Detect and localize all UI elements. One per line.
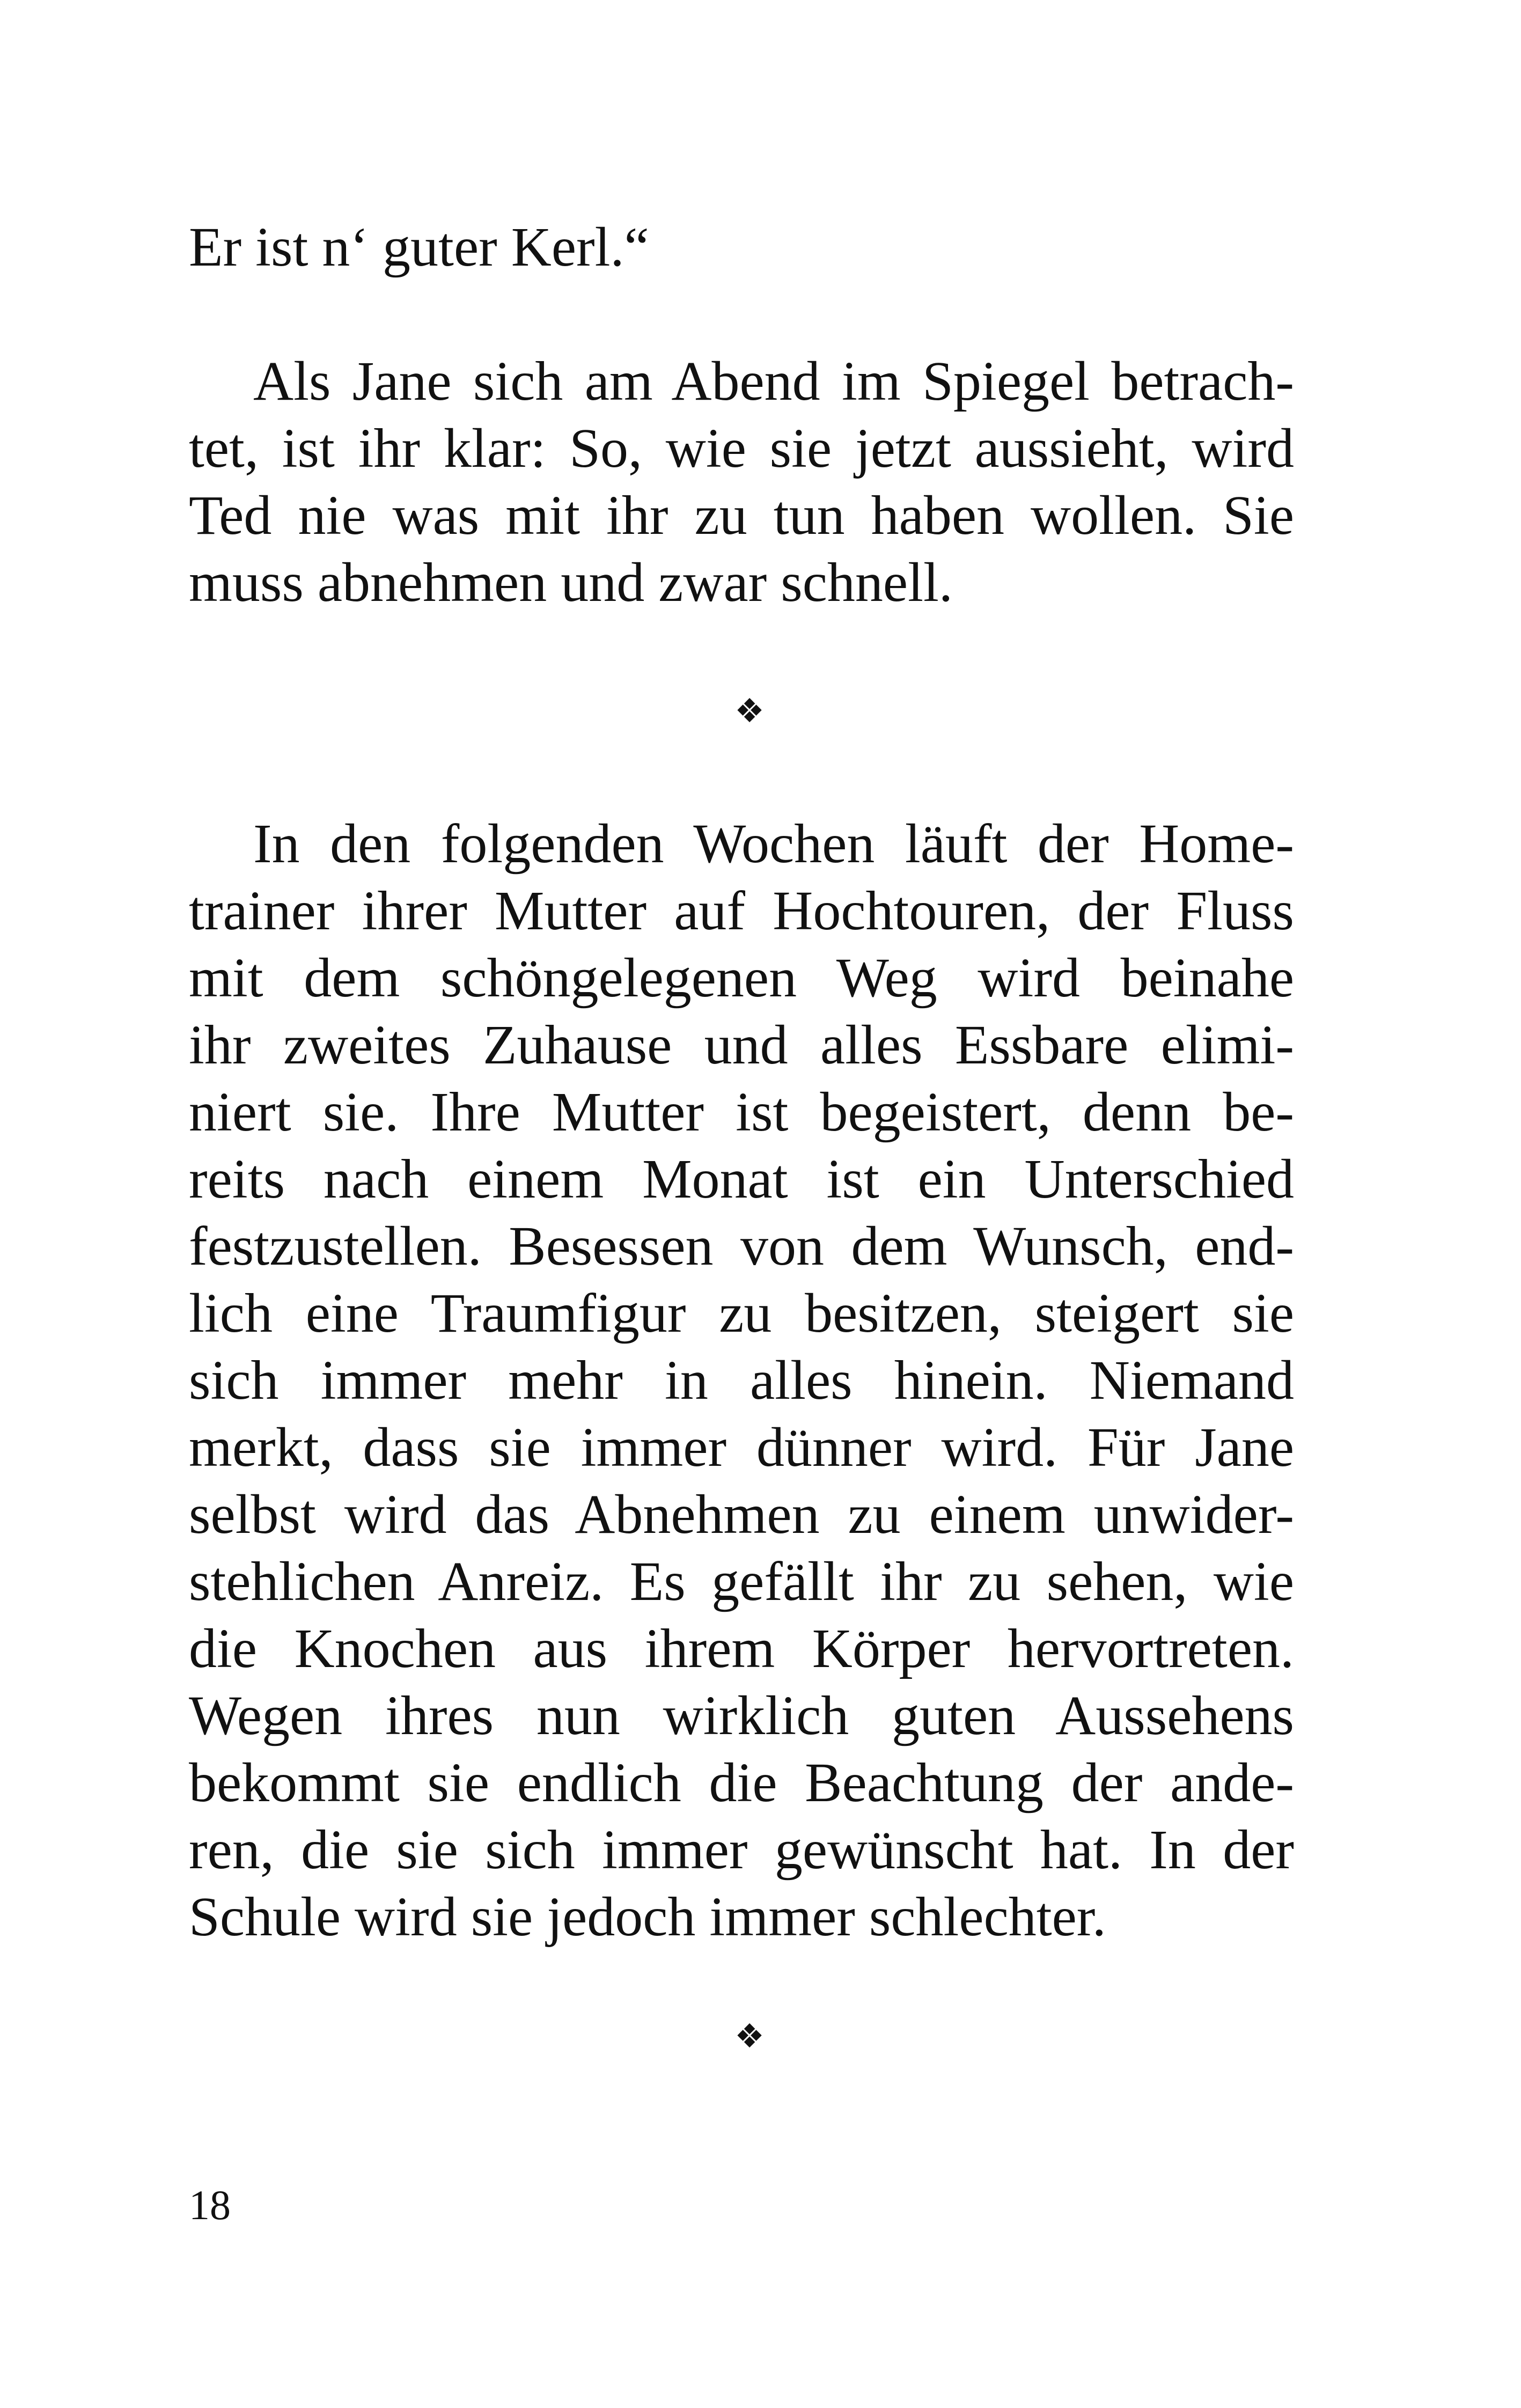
text-line: sich immer mehr in alles hinein. Niemand: [189, 1349, 1294, 1411]
paragraph-weight-loss: [189, 810, 1294, 1950]
text-line: selbst wird das Abnehmen zu einem unwider-: [189, 1484, 1294, 1545]
paragraph-mirror: [189, 348, 1294, 616]
text-line: Er ist n‘ guter Kerl.“: [189, 216, 649, 278]
section-separator-ornament: ❖: [734, 691, 765, 730]
text-line: tet, ist ihr klar: So, wie sie jetzt aussieht, wird: [189, 417, 1294, 479]
text-line: bekommt sie endlich die Beachtung der ande-: [189, 1752, 1294, 1814]
text-line: Wegen ihres nun wirklich guten Aussehens: [189, 1685, 1294, 1746]
opening-line: [189, 214, 1294, 281]
text-line: festzustellen. Besessen von dem Wunsch, end-: [189, 1215, 1294, 1277]
text-line: ihr zweites Zuhause und alles Essbare elimi-: [189, 1014, 1294, 1076]
text-line: lich eine Traumfigur zu besitzen, steigert sie: [189, 1282, 1294, 1344]
text-line: niert sie. Ihre Mutter ist begeistert, denn be-: [189, 1081, 1294, 1143]
text-line: Ted nie was mit ihr zu tun haben wollen. Sie: [189, 484, 1294, 546]
text-line: die Knochen aus ihrem Körper hervortreten.: [189, 1618, 1294, 1679]
text-line: muss abnehmen und zwar schnell.: [189, 552, 953, 613]
text-line: Als Jane sich am Abend im Spiegel betrach-: [253, 350, 1294, 412]
text-line: In den folgenden Wochen läuft der Home-: [253, 813, 1294, 875]
page-number: 18: [189, 2182, 231, 2228]
text-line: trainer ihrer Mutter auf Hochtouren, der Fluss: [189, 880, 1294, 942]
text-line: Schule wird sie jedoch immer schlechter.: [189, 1886, 1106, 1948]
text-line: reits nach einem Monat ist ein Unterschied: [189, 1148, 1294, 1210]
text-line: mit dem schöngelegenen Weg wird beinahe: [189, 947, 1294, 1009]
section-separator-ornament: ❖: [734, 2016, 765, 2055]
text-line: merkt, dass sie immer dünner wird. Für Jane: [189, 1416, 1294, 1478]
text-line: stehlichen Anreiz. Es gefällt ihr zu sehen, wie: [189, 1551, 1294, 1612]
text-line: ren, die sie sich immer gewünscht hat. In der: [189, 1819, 1294, 1881]
